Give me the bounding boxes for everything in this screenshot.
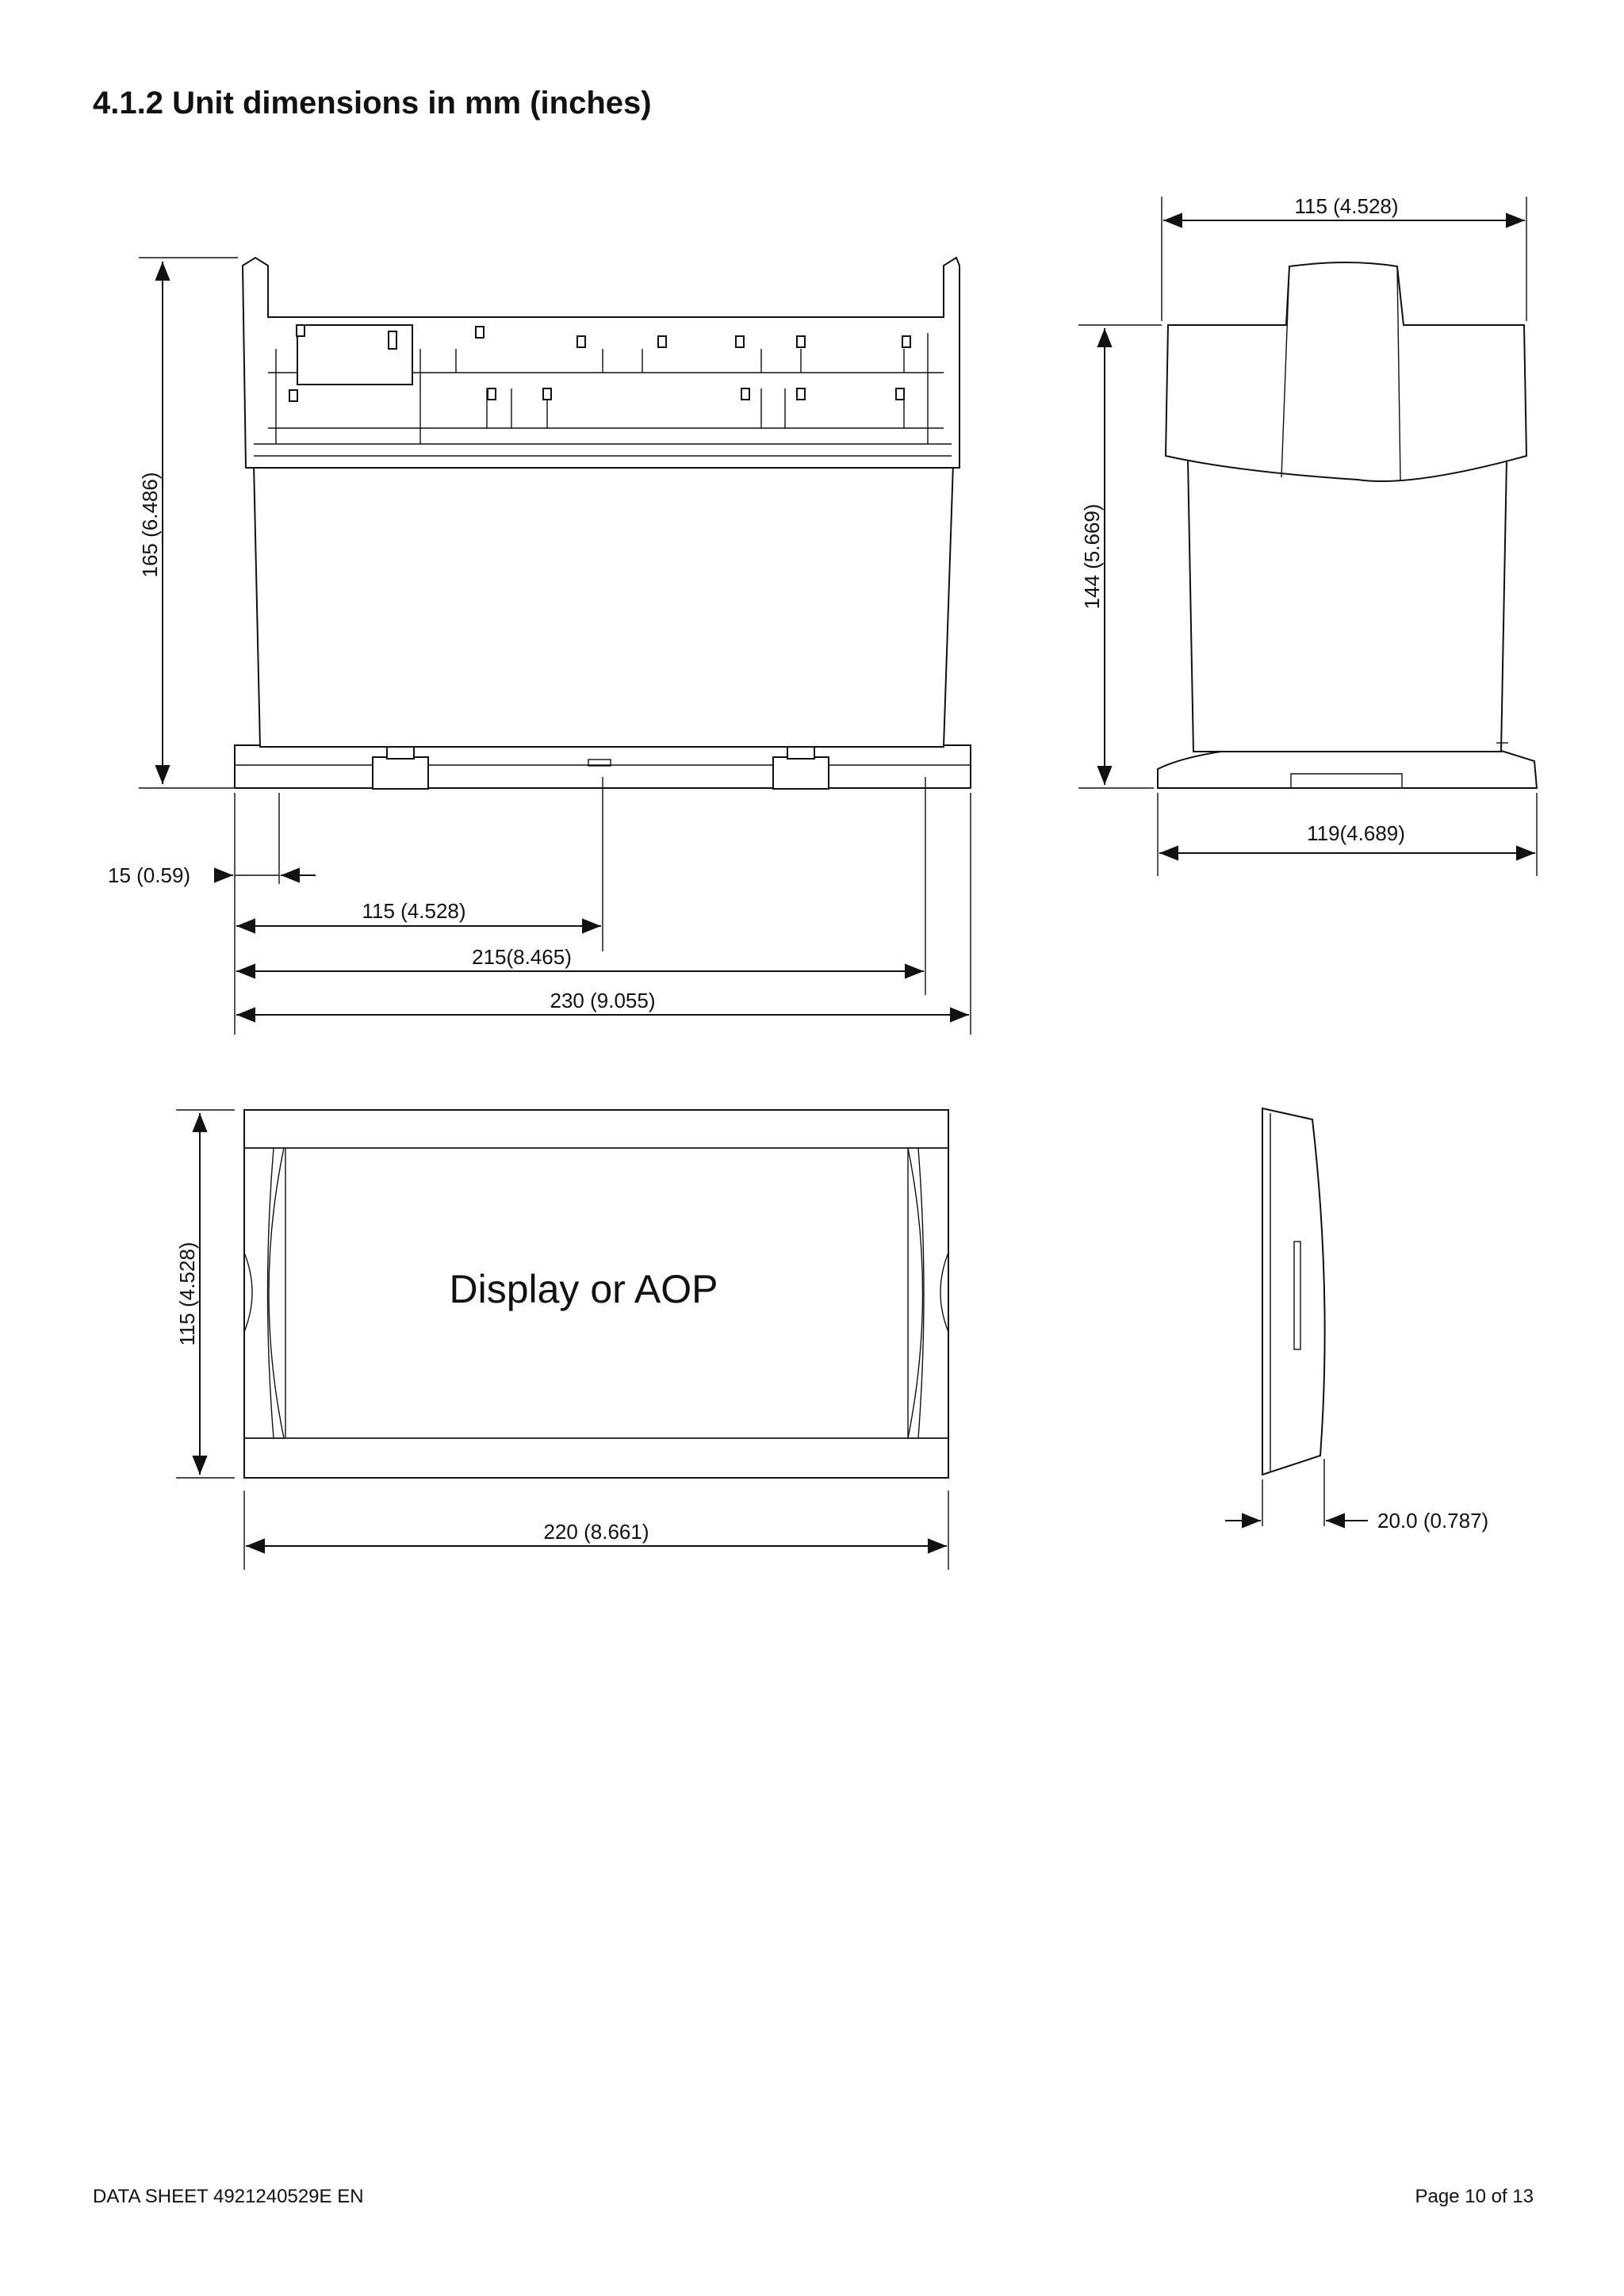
footer-page-number: Page 10 of 13 (1415, 2186, 1534, 2207)
front-height-label: 165 (6.486) (138, 472, 162, 578)
front-view-unit (235, 258, 971, 789)
side-top-width-label: 115 (4.528) (1294, 194, 1399, 218)
front-width-230-label: 230 (9.055) (550, 989, 656, 1012)
front-width-115-label: 115 (4.528) (362, 899, 466, 923)
side-view-unit (1158, 262, 1537, 788)
footer-document-id: DATA SHEET 4921240529E EN (93, 2186, 364, 2207)
front-width-215-label: 215(8.465) (472, 945, 572, 969)
display-depth-label: 20.0 (0.787) (1377, 1509, 1489, 1533)
front-offset-label: 15 (0.59) (108, 863, 191, 887)
display-height-label: 115 (4.528) (175, 1242, 199, 1346)
display-side-view (1262, 1108, 1325, 1475)
side-height-label: 144 (5.669) (1080, 503, 1104, 610)
page-title: 4.1.2 Unit dimensions in mm (inches) (93, 86, 652, 121)
display-center-text: Display or AOP (449, 1267, 718, 1311)
side-base-width-label: 119(4.689) (1307, 821, 1405, 845)
display-width-label: 220 (8.661) (543, 1520, 649, 1544)
display-side-dimensions (1225, 1459, 1368, 1526)
